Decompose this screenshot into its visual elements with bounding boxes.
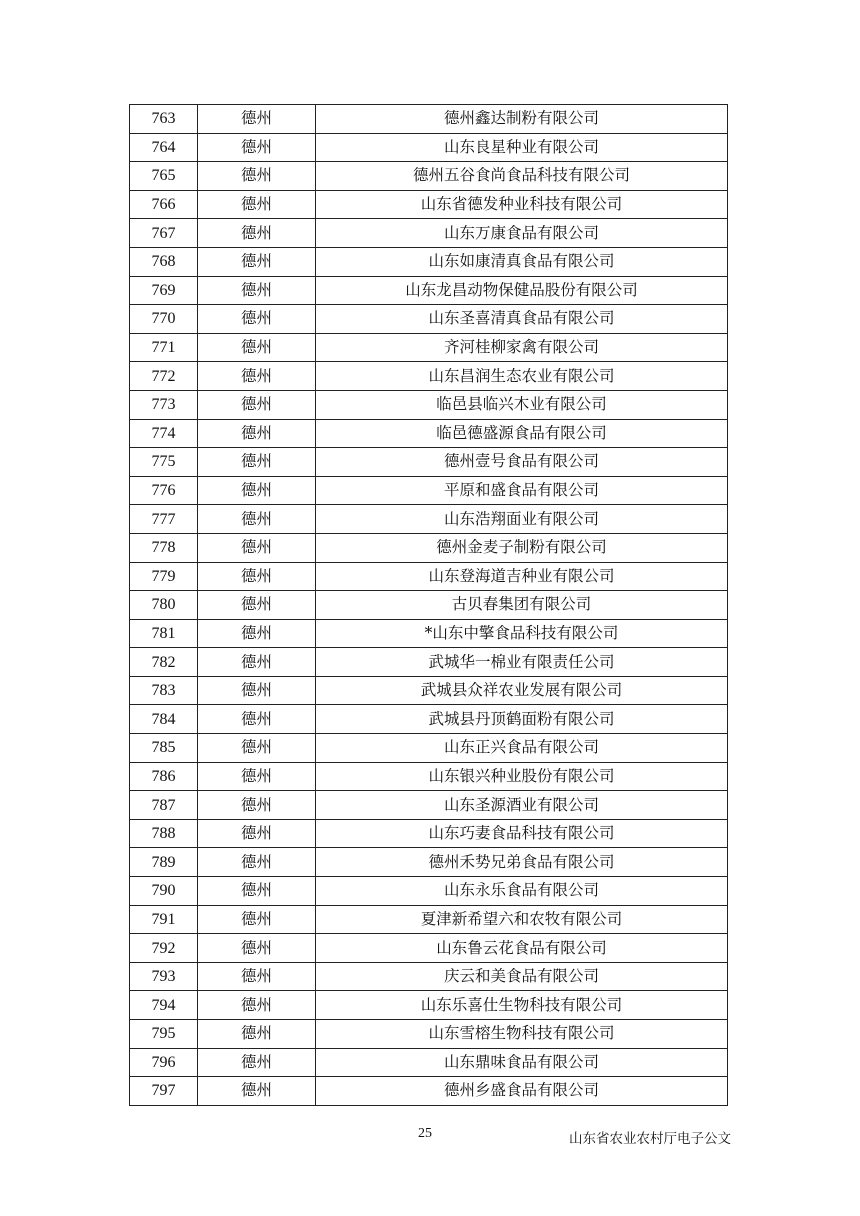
row-number-cell: 797 — [130, 1077, 198, 1106]
company-name-cell: 山东良星种业有限公司 — [316, 133, 728, 162]
company-name-cell: 山东银兴种业股份有限公司 — [316, 762, 728, 791]
company-name-cell: 山东登海道吉种业有限公司 — [316, 562, 728, 591]
row-number-cell: 792 — [130, 934, 198, 963]
company-name-cell: 夏津新希望六和农牧有限公司 — [316, 905, 728, 934]
table-row — [130, 877, 728, 906]
table-row — [130, 190, 728, 219]
row-number-cell: 776 — [130, 476, 198, 505]
city-cell: 德州 — [198, 619, 316, 648]
city-cell: 德州 — [198, 276, 316, 305]
row-number-cell: 769 — [130, 276, 198, 305]
city-cell: 德州 — [198, 105, 316, 134]
company-name-cell: 德州乡盛食品有限公司 — [316, 1077, 728, 1106]
table-row — [130, 591, 728, 620]
table-row — [130, 390, 728, 419]
table-row — [130, 562, 728, 591]
table-row — [130, 219, 728, 248]
company-name-cell: *山东中擎食品科技有限公司 — [316, 619, 728, 648]
company-name-cell: 武城华一棉业有限责任公司 — [316, 648, 728, 677]
company-name-cell: 德州禾势兄弟食品有限公司 — [316, 848, 728, 877]
city-cell: 德州 — [198, 791, 316, 820]
table-row — [130, 419, 728, 448]
table-row — [130, 533, 728, 562]
company-name-cell: 德州鑫达制粉有限公司 — [316, 105, 728, 134]
row-number-cell: 765 — [130, 162, 198, 191]
table-row — [130, 705, 728, 734]
row-number-cell: 774 — [130, 419, 198, 448]
company-name-cell: 山东乐喜仕生物科技有限公司 — [316, 991, 728, 1020]
company-name-cell: 德州壹号食品有限公司 — [316, 448, 728, 477]
company-name-cell: 山东雪榕生物科技有限公司 — [316, 1020, 728, 1049]
table-row — [130, 333, 728, 362]
table-row — [130, 991, 728, 1020]
company-name-cell: 山东圣喜清真食品有限公司 — [316, 305, 728, 334]
row-number-cell: 767 — [130, 219, 198, 248]
city-cell: 德州 — [198, 419, 316, 448]
table-row — [130, 162, 728, 191]
row-number-cell: 780 — [130, 591, 198, 620]
table-row — [130, 962, 728, 991]
city-cell: 德州 — [198, 934, 316, 963]
city-cell: 德州 — [198, 905, 316, 934]
company-name-cell: 齐河桂柳家禽有限公司 — [316, 333, 728, 362]
city-cell: 德州 — [198, 991, 316, 1020]
city-cell: 德州 — [198, 591, 316, 620]
city-cell: 德州 — [198, 1020, 316, 1049]
company-name-cell: 武城县丹顶鹤面粉有限公司 — [316, 705, 728, 734]
city-cell: 德州 — [198, 734, 316, 763]
city-cell: 德州 — [198, 133, 316, 162]
city-cell: 德州 — [198, 819, 316, 848]
row-number-cell: 786 — [130, 762, 198, 791]
row-number-cell: 793 — [130, 962, 198, 991]
company-name-cell: 武城县众祥农业发展有限公司 — [316, 676, 728, 705]
company-name-cell: 山东正兴食品有限公司 — [316, 734, 728, 763]
table-row — [130, 734, 728, 763]
table-row — [130, 848, 728, 877]
table-body — [130, 105, 728, 1106]
company-name-cell: 山东浩翔面业有限公司 — [316, 505, 728, 534]
row-number-cell: 785 — [130, 734, 198, 763]
city-cell: 德州 — [198, 877, 316, 906]
table-row — [130, 1077, 728, 1106]
row-number-cell: 796 — [130, 1048, 198, 1077]
city-cell: 德州 — [198, 505, 316, 534]
company-name-cell: 山东鲁云花食品有限公司 — [316, 934, 728, 963]
table-row — [130, 819, 728, 848]
company-name-cell: 德州五谷食尚食品科技有限公司 — [316, 162, 728, 191]
row-number-cell: 770 — [130, 305, 198, 334]
row-number-cell: 782 — [130, 648, 198, 677]
table-row — [130, 476, 728, 505]
company-name-cell: 山东鼎味食品有限公司 — [316, 1048, 728, 1077]
table-row — [130, 762, 728, 791]
table-row — [130, 648, 728, 677]
table-row — [130, 505, 728, 534]
city-cell: 德州 — [198, 1077, 316, 1106]
company-name-cell: 山东如康清真食品有限公司 — [316, 247, 728, 276]
city-cell: 德州 — [198, 533, 316, 562]
row-number-cell: 788 — [130, 819, 198, 848]
city-cell: 德州 — [198, 390, 316, 419]
table-row — [130, 362, 728, 391]
page-number: 25 — [418, 1126, 432, 1141]
row-number-cell: 795 — [130, 1020, 198, 1049]
row-number-cell: 787 — [130, 791, 198, 820]
row-number-cell: 778 — [130, 533, 198, 562]
city-cell: 德州 — [198, 448, 316, 477]
row-number-cell: 779 — [130, 562, 198, 591]
company-name-cell: 山东昌润生态农业有限公司 — [316, 362, 728, 391]
row-number-cell: 772 — [130, 362, 198, 391]
table-row — [130, 448, 728, 477]
row-number-cell: 763 — [130, 105, 198, 134]
row-number-cell: 791 — [130, 905, 198, 934]
city-cell: 德州 — [198, 648, 316, 677]
city-cell: 德州 — [198, 305, 316, 334]
row-number-cell: 789 — [130, 848, 198, 877]
city-cell: 德州 — [198, 1048, 316, 1077]
table-row — [130, 619, 728, 648]
city-cell: 德州 — [198, 562, 316, 591]
city-cell: 德州 — [198, 848, 316, 877]
table-row — [130, 305, 728, 334]
table-row — [130, 905, 728, 934]
company-name-cell: 庆云和美食品有限公司 — [316, 962, 728, 991]
table-row — [130, 105, 728, 134]
city-cell: 德州 — [198, 362, 316, 391]
table-row — [130, 934, 728, 963]
city-cell: 德州 — [198, 476, 316, 505]
company-name-cell: 山东巧妻食品科技有限公司 — [316, 819, 728, 848]
row-number-cell: 784 — [130, 705, 198, 734]
row-number-cell: 790 — [130, 877, 198, 906]
table-row — [130, 1048, 728, 1077]
city-cell: 德州 — [198, 762, 316, 791]
row-number-cell: 781 — [130, 619, 198, 648]
table-row — [130, 791, 728, 820]
company-name-cell: 古贝春集团有限公司 — [316, 591, 728, 620]
table-row — [130, 1020, 728, 1049]
city-cell: 德州 — [198, 705, 316, 734]
row-number-cell: 775 — [130, 448, 198, 477]
city-cell: 德州 — [198, 247, 316, 276]
row-number-cell: 764 — [130, 133, 198, 162]
company-name-cell: 临邑德盛源食品有限公司 — [316, 419, 728, 448]
row-number-cell: 783 — [130, 676, 198, 705]
company-list-table — [129, 104, 728, 1106]
company-name-cell: 山东省德发种业科技有限公司 — [316, 190, 728, 219]
company-name-cell: 平原和盛食品有限公司 — [316, 476, 728, 505]
table-row — [130, 676, 728, 705]
city-cell: 德州 — [198, 162, 316, 191]
row-number-cell: 766 — [130, 190, 198, 219]
row-number-cell: 771 — [130, 333, 198, 362]
row-number-cell: 794 — [130, 991, 198, 1020]
footer-organization: 山东省农业农村厅电子公文 — [569, 1131, 731, 1147]
city-cell: 德州 — [198, 190, 316, 219]
row-number-cell: 768 — [130, 247, 198, 276]
city-cell: 德州 — [198, 962, 316, 991]
company-name-cell: 山东龙昌动物保健品股份有限公司 — [316, 276, 728, 305]
city-cell: 德州 — [198, 676, 316, 705]
company-name-cell: 山东圣源酒业有限公司 — [316, 791, 728, 820]
row-number-cell: 777 — [130, 505, 198, 534]
company-name-cell: 德州金麦子制粉有限公司 — [316, 533, 728, 562]
table-row — [130, 247, 728, 276]
table-row — [130, 276, 728, 305]
city-cell: 德州 — [198, 219, 316, 248]
city-cell: 德州 — [198, 333, 316, 362]
table-row — [130, 133, 728, 162]
row-number-cell: 773 — [130, 390, 198, 419]
company-name-cell: 临邑县临兴木业有限公司 — [316, 390, 728, 419]
company-name-cell: 山东万康食品有限公司 — [316, 219, 728, 248]
company-name-cell: 山东永乐食品有限公司 — [316, 877, 728, 906]
